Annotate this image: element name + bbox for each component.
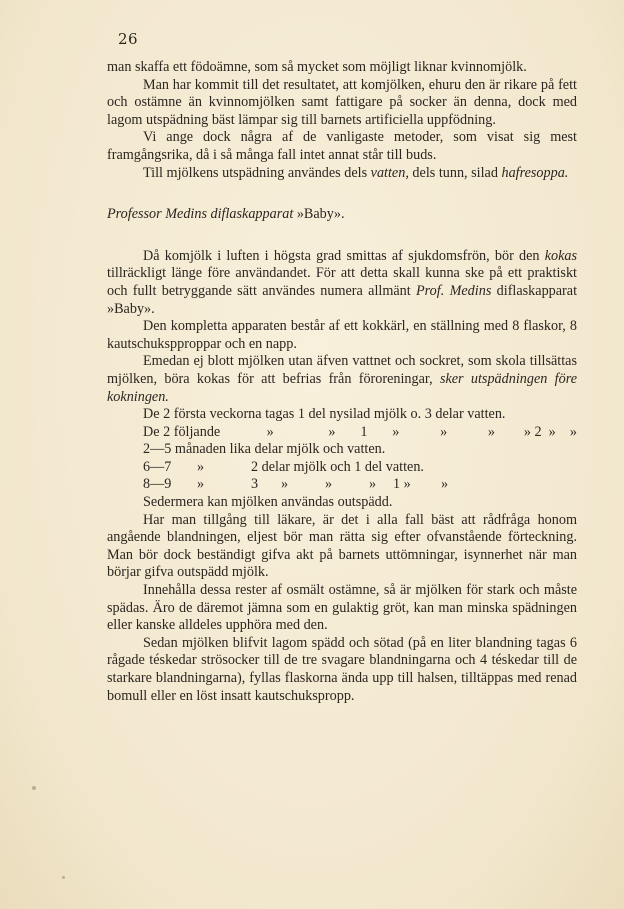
section-heading: Professor Medins diflaskapparat »Baby».: [107, 206, 345, 223]
table-row: 8—9 » 3 » » » 1 » »: [143, 476, 449, 493]
paper-speck: [32, 786, 36, 790]
page-number: 26: [118, 30, 139, 48]
paragraph: Sedermera kan mjölken användas outspädd.: [143, 494, 393, 511]
paragraph-kokas: Då komjölk i luften i högsta grad smittas af sjukdomsfrön, bör den kokas tillräckligt länge före användandet. För att detta skall kunna ske på ett praktiskt och fullt betryggande sätt användes numera allmänt Prof. Medins diflaskapparat »Baby».: [107, 247, 578, 317]
paragraph: Vi ange dock några af de vanligaste metoder, som visat sig mest framgångsrika, då i så många fall intet annat står till buds.: [107, 129, 577, 163]
paragraph-emedan: Emedan ej blott mjölken utan äfven vattnet och sockret, som skola tillsättas mjölken, böra kokas för att befrias från föroreningar, sker utspädningen före kokningen.: [107, 353, 577, 405]
paragraph: Innehålla dessa rester af osmält ostämne, så är mjölken för stark och måste spädas. Äro de däremot jämna som en gulaktig gröt, kan man minska spädningen eller kanske alldeles upphöra med den.: [107, 582, 577, 634]
table-row: De 2 följande » » 1 » » » » 2 » »: [143, 423, 578, 440]
table-row: 2—5 månaden lika delar mjölk och vatten.: [143, 441, 386, 458]
table-row: 6—7 » 2 delar mjölk och 1 del vatten.: [143, 458, 424, 475]
paper-speck: [62, 876, 65, 879]
table-row: De 2 första veckorna tagas 1 del nysilad mjölk o. 3 delar vatten.: [143, 406, 506, 423]
paragraph-milk: Till mjölkens utspädning användes dels vatten, dels tunn, silad hafresoppa.: [143, 164, 569, 181]
paragraph: man skaffa ett födoämne, som så mycket som möjligt liknar kvinnomjölk.: [107, 59, 527, 75]
paragraph: Man har kommit till det resultatet, att komjölken, ehuru den är rikare på fett och ostämne än kvinnomjölken samt fattigare på socker än denna, dock med lagom utspädning bäst lämpar sig till barnets artificiella uppfödning.: [107, 76, 577, 128]
paragraph-apparat: Den kompletta apparaten består af ett kokkärl, en ställning med 8 flaskor, 8 kautschukspproppar och en napp.: [107, 318, 577, 352]
paragraph: Har man tillgång till läkare, är det i alla fall bäst att rådfråga honom angående blandningen, eljest bör man rätta sig efter ofvanstående förteckning. Man bör dock beständigt gifva akt på barnets uttömningar, isynnerhet när man börjar gifva outspädd mjölk.: [107, 511, 577, 581]
body-text: [107, 59, 577, 705]
dilution-table: [107, 406, 577, 494]
paragraph: Sedan mjölken blifvit lagom spädd och sötad (på en liter blandning tagas 6 rågade téskedar strösocker till de tre svagare blandningarna och 4 téskedar till de starkare blandningarna), fyllas flaskorna ända upp till halsen, tilltäppas med renad bomull eller en löst insatt kautschukspropp.: [107, 634, 577, 704]
